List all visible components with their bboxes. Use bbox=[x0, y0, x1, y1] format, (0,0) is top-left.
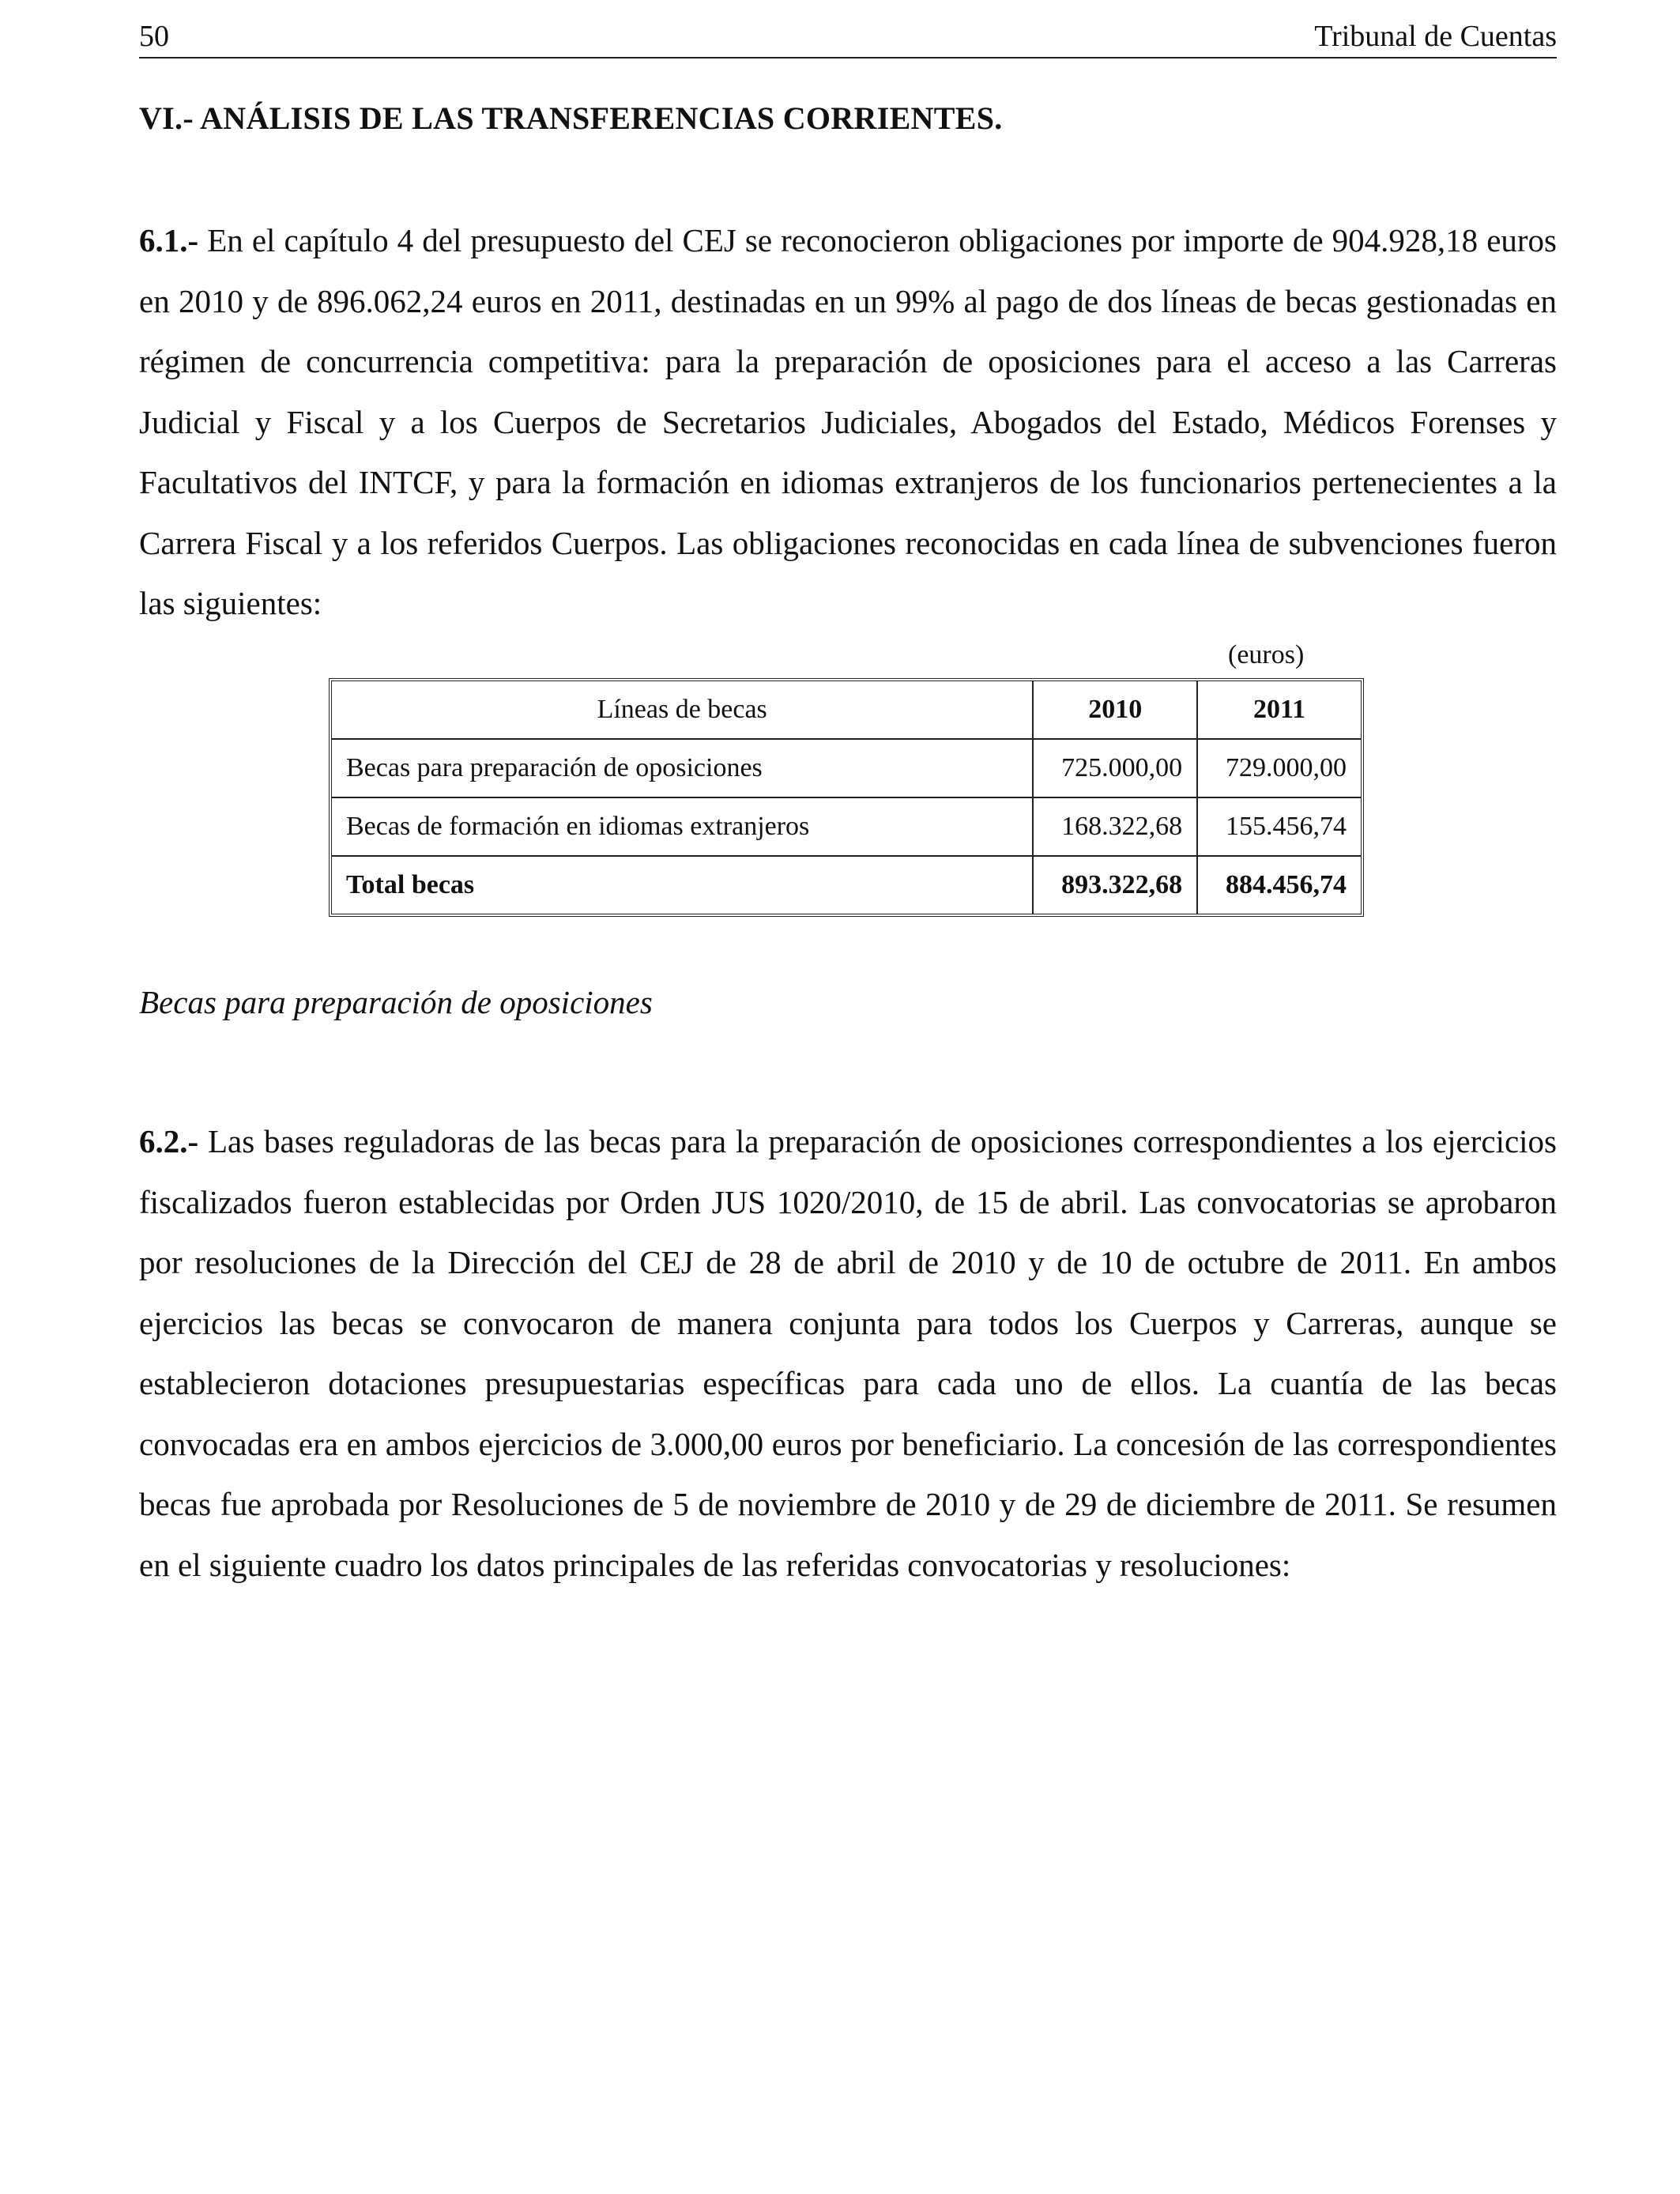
table-units: (euros) bbox=[1228, 640, 1305, 669]
paragraph-number: 6.1.- bbox=[139, 222, 199, 258]
paragraph-number: 6.2.- bbox=[139, 1123, 199, 1159]
row-label: Becas de formación en idiomas extranjeros bbox=[332, 798, 1034, 857]
header-lineas: Líneas de becas bbox=[332, 681, 1034, 740]
paragraph-text: En el capítulo 4 del presupuesto del CEJ se reconocieron obligaciones por importe de 904.928,18 euros en 2010 y de 896.062,24 euros en 2011, destinadas en un 99% al pago de dos líneas de becas gestionadas en régimen de concurrencia competitiva: para la preparación de oposiciones para el acceso a las Carreras Judicial y Fiscal y a los Cuerpos de Secretarios Judiciales, Abogados del Estado, Médicos Forenses y Facultativos del INTCF, y para la formación en idiomas extranjeros de los funcionarios pertenecientes a la Carrera Fiscal y a los referidos Cuerpos. Las obligaciones reconocidas en cada línea de subvenciones fueron las siguientes: bbox=[139, 222, 1558, 621]
table-row bbox=[332, 740, 1361, 798]
becas-table bbox=[329, 678, 1364, 917]
header-2011: 2011 bbox=[1198, 681, 1361, 740]
page-header bbox=[139, 16, 1557, 58]
table-row bbox=[332, 798, 1361, 857]
row-value-2010: 168.322,68 bbox=[1034, 798, 1198, 857]
paragraph-6-1 bbox=[139, 210, 1557, 634]
total-value-2011: 884.456,74 bbox=[1226, 870, 1347, 899]
row-value-2011: 155.456,74 bbox=[1198, 798, 1361, 857]
total-label: Total becas bbox=[332, 857, 1034, 914]
row-value-2010: 725.000,00 bbox=[1034, 740, 1198, 798]
header-title: Tribunal de Cuentas bbox=[1314, 20, 1557, 53]
paragraph-6-2 bbox=[139, 1111, 1557, 1595]
table-total-row bbox=[332, 857, 1361, 914]
header-2010: 2010 bbox=[1034, 681, 1198, 740]
table-header-row bbox=[332, 681, 1361, 740]
page-number: 50 bbox=[139, 20, 169, 53]
row-label: Becas para preparación de oposiciones bbox=[332, 740, 1034, 798]
section-heading: VI.- ANÁLISIS DE LAS TRANSFERENCIAS CORRIENTES. bbox=[139, 100, 1003, 136]
subheading-becas-oposiciones: Becas para preparación de oposiciones bbox=[139, 984, 653, 1020]
total-value-2010: 893.322,68 bbox=[1034, 857, 1198, 914]
paragraph-text: Las bases reguladoras de las becas para la preparación de oposiciones correspondientes a los ejercicios fiscalizados fueron establecidas por Orden JUS 1020/2010, de 15 de abril. Las convocatorias se aprobaron por resoluciones de la Dirección del CEJ de 28 de abril de 2010 y de 10 de octubre de 2011. En ambos ejercicios las becas se convocaron de manera conjunta para todos los Cuerpos y Carreras, aunque se establecieron dotaciones presupuestarias específicas para cada uno de ellos. La cuantía de las becas convocadas era en ambos ejercicios de 3.000,00 euros por beneficiario. La concesión de las correspondientes becas fue aprobada por Resoluciones de 5 de noviembre de 2010 y de 29 de diciembre de 2011. Se resumen en el siguiente cuadro los datos principales de las referidas convocatorias y resoluciones: bbox=[139, 1123, 1558, 1583]
row-value-2011: 729.000,00 bbox=[1198, 740, 1361, 798]
